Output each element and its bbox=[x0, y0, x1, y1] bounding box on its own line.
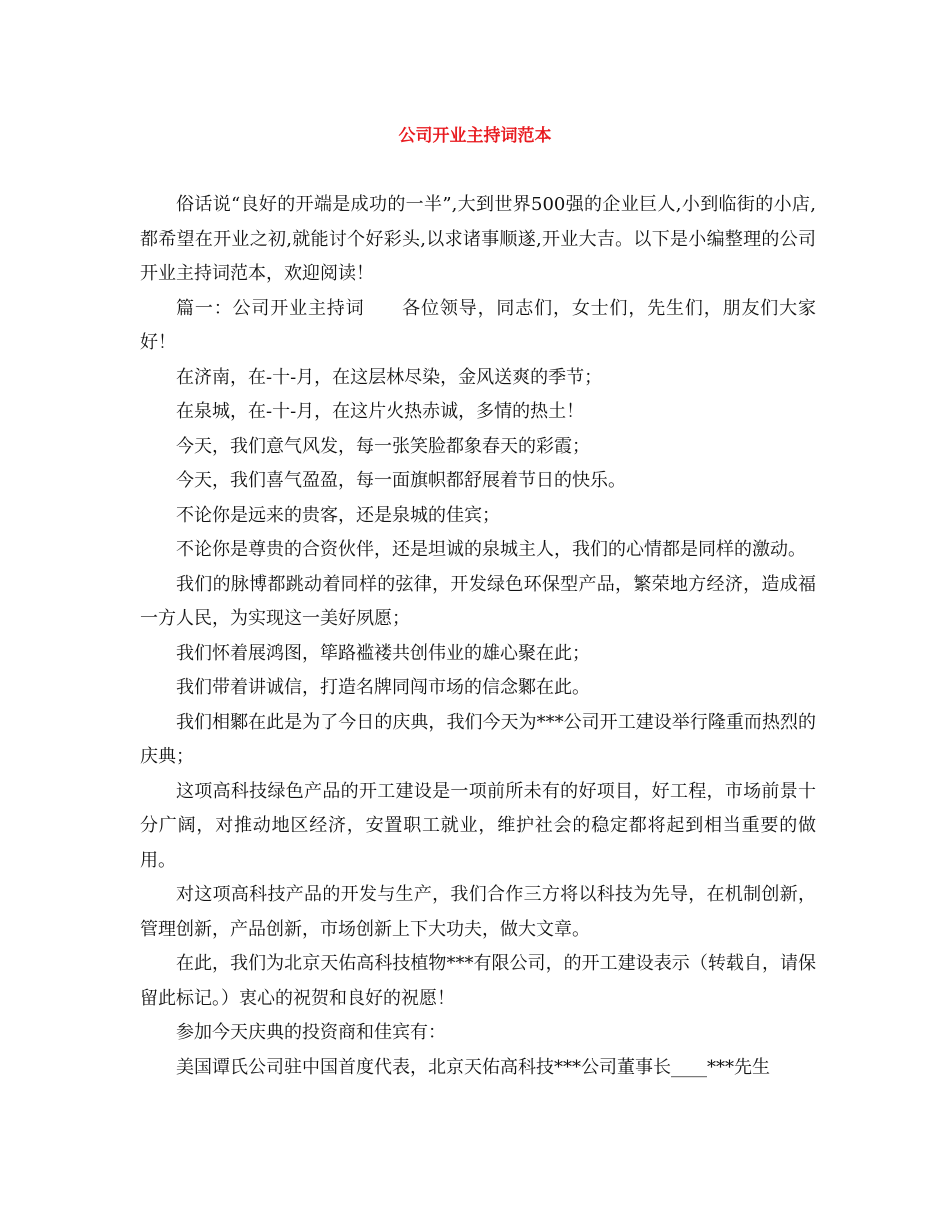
paragraph: 在此，我们为北京天佑高科技植物***有限公司，的开工建设表示（转载自，请保留此标记。）衷心的祝贺和良好的祝愿！ bbox=[140, 953, 816, 1009]
paragraph: 我们怀着展鸿图，筚路褴褛共创伟业的雄心聚在此； bbox=[176, 642, 590, 664]
paragraph: 今天，我们意气风发，每一张笑脸都象春天的彩霞； bbox=[176, 435, 590, 457]
paragraph: 美国谭氏公司驻中国首度代表，北京天佑高科技***公司董事长____***先生 bbox=[176, 1056, 770, 1078]
paragraph: 今天，我们喜气盈盈，每一面旗帜都舒展着节日的快乐。 bbox=[176, 470, 626, 491]
paragraph: 篇一：公司开业主持词 各位领导，同志们，女士们，先生们，朋友们大家好！ bbox=[140, 297, 816, 353]
paragraph: 我们的脉博都跳动着同样的弦律，开发绿色环保型产品，繁荣地方经济，造成福一方人民，为实现这一美好夙愿； bbox=[140, 573, 816, 629]
paragraph: 俗话说“良好的开端是成功的一半”,大到世界500强的企业巨人,小到临街的小店,都希望在开业之初,就能讨个好彩头,以求诸事顺遂,开业大吉。以下是小编整理的公司开业主持词范本，欢迎阅读！ bbox=[140, 194, 816, 284]
document-title: 公司开业主持词范本 bbox=[398, 126, 552, 146]
paragraph: 不论你是远来的贵客，还是泉城的佳宾； bbox=[176, 504, 500, 526]
paragraph: 在济南，在-十-月，在这层林尽染，金风送爽的季节； bbox=[176, 366, 603, 388]
document-body bbox=[140, 188, 816, 1085]
paragraph: 在泉城，在-十-月，在这片火热赤诚，多情的热土！ bbox=[176, 401, 585, 422]
paragraph: 对这项高科技产品的开发与生产，我们合作三方将以科技为先导，在机制创新，管理创新，产品创新，市场创新上下大功夫，做大文章。 bbox=[140, 884, 816, 940]
paragraph: 这项高科技绿色产品的开工建设是一项前所未有的好项目，好工程，市场前景十分广阔，对推动地区经济，安置职工就业，维护社会的稳定都将起到相当重要的做用。 bbox=[140, 780, 816, 871]
paragraph: 我们相鄹在此是为了今日的庆典，我们今天为***公司开工建设举行隆重而热烈的庆典； bbox=[140, 711, 816, 767]
paragraph: 我们带着讲诚信，打造名牌同闯市场的信念鄹在此。 bbox=[176, 677, 590, 698]
paragraph: 参加今天庆典的投资商和佳宾有： bbox=[176, 1022, 446, 1043]
paragraph: 不论你是尊贵的合资伙伴，还是坦诚的泉城主人，我们的心情都是同样的激动。 bbox=[176, 539, 806, 560]
